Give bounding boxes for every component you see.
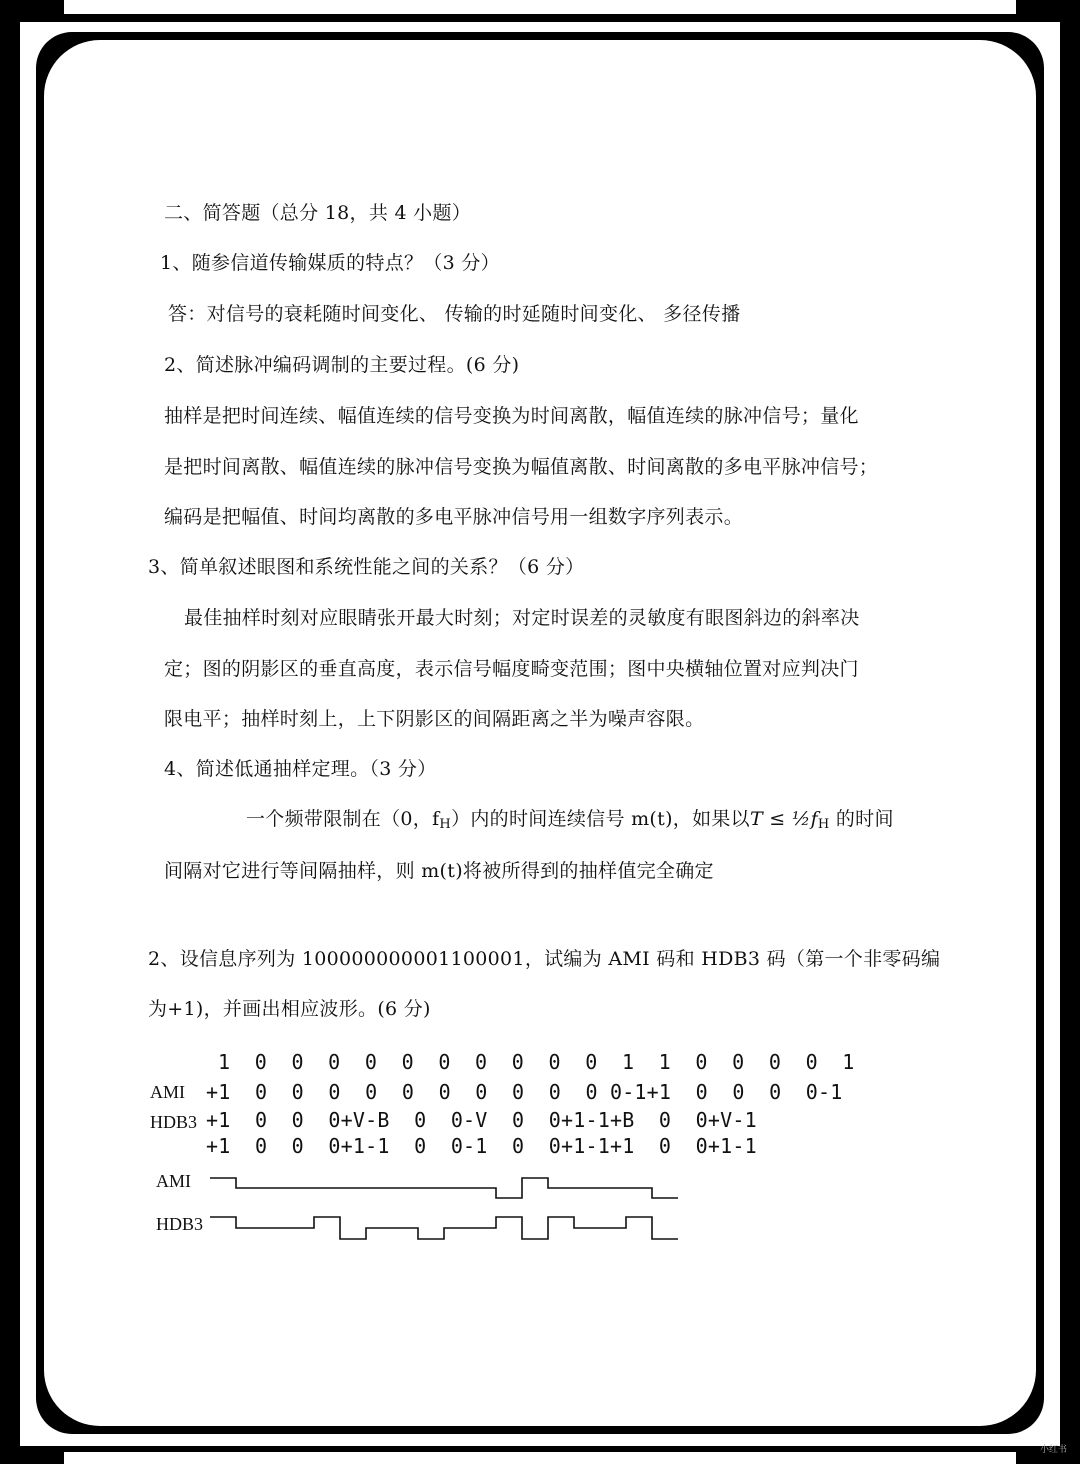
info-sequence-row: 1 0 0 0 0 0 0 0 0 0 0 1 1 0 0 0 0 1 (218, 1050, 855, 1074)
hdb3-polarity-row: +1 0 0 0+1-1 0 0-1 0 0+1-1+1 0 0+1-1 (206, 1134, 757, 1158)
ami-waveform-line (210, 1178, 678, 1198)
question-4: 4、简述低通抽样定理。（3 分） (164, 758, 437, 780)
question-2: 2、简述脉冲编码调制的主要过程。(6 分) (164, 354, 520, 376)
ami-waveform-label: AMI (156, 1171, 191, 1191)
sampling-formula: T ≤ ½f (749, 808, 818, 830)
answer-2-line-3: 编码是把幅值、时间均离散的多电平脉冲信号用一组数字序列表示。 (164, 506, 744, 528)
answer-4-part-c: 的时间 (829, 808, 894, 830)
hdb3-row-label: HDB3 (150, 1112, 198, 1132)
answer-1: 答：对信号的衰耗随时间变化、 传输的时延随时间变化、 多径传播 (168, 303, 741, 325)
answer-4-line-2: 间隔对它进行等间隔抽样，则 m(t)将被所得到的抽样值完全确定 (164, 860, 714, 882)
sampling-formula-sub: H (817, 817, 830, 832)
answer-4-part-a: 一个频带限制在（0，f (246, 808, 440, 830)
answer-3-line-2: 定；图的阴影区的垂直高度，表示信号幅度畸变范围；图中央横轴位置对应判决门 (164, 658, 859, 680)
section-title: 二、简答题（总分 18，共 4 小题） (164, 202, 472, 224)
watermark: 小红书 (1040, 1445, 1068, 1455)
problem-2-line-1: 2、设信息序列为 100000000001100001，试编为 AMI 码和 HDB3 码（第一个非零码编 (148, 948, 941, 970)
ami-code-row: +1 0 0 0 0 0 0 0 0 0 0 0-1+1 0 0 0 0-1 (206, 1080, 843, 1104)
answer-4-sub-1: H (439, 817, 452, 832)
hdb3-waveform-line (210, 1217, 678, 1239)
ami-row-label: AMI (150, 1082, 185, 1102)
hdb3-waveform-label: HDB3 (156, 1214, 204, 1234)
hdb3-code-row: +1 0 0 0+V-B 0 0-V 0 0+1-1+B 0 0+V-1 (206, 1108, 757, 1132)
answer-2-line-2: 是把时间离散、幅值连续的脉冲信号变换为幅值离散、时间离散的多电平脉冲信号； (164, 456, 879, 478)
answer-3-line-1: 最佳抽样时刻对应眼睛张开最大时刻；对定时误差的灵敏度有眼图斜边的斜率决 (184, 607, 860, 629)
question-1: 1、随参信道传输媒质的特点？（3 分） (160, 252, 500, 274)
answer-2-line-1: 抽样是把时间连续、幅值连续的信号变换为时间离散，幅值连续的脉冲信号；量化 (164, 405, 859, 427)
question-3: 3、简单叙述眼图和系统性能之间的关系？（6 分） (148, 556, 585, 578)
problem-2-line-2: 为+1)，并画出相应波形。(6 分) (148, 998, 431, 1020)
answer-4-part-b: ）内的时间连续信号 m(t)，如果以 (451, 808, 750, 830)
answer-3-line-3: 限电平；抽样时刻上，上下阴影区的间隔距离之半为噪声容限。 (164, 708, 705, 730)
